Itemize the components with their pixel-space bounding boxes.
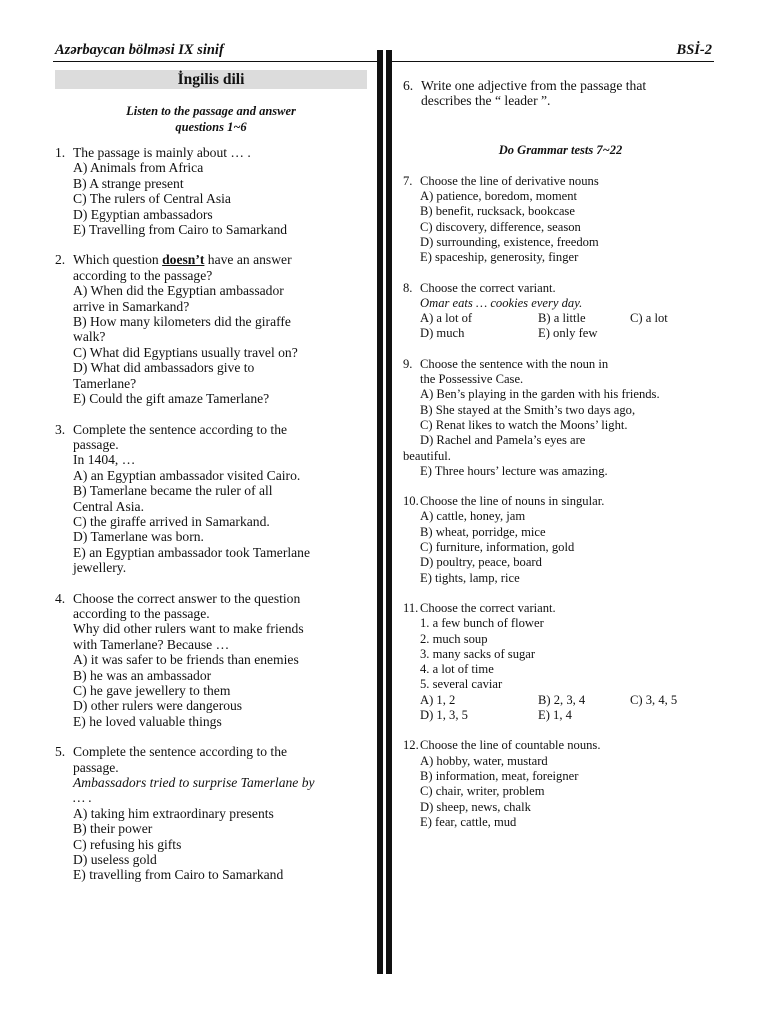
question-number: 12. bbox=[403, 738, 419, 753]
question-4 bbox=[55, 591, 367, 730]
option-e[interactable]: E) Travelling from Cairo to Samarkand bbox=[73, 222, 288, 238]
option-e[interactable]: E) he loved valuable things bbox=[73, 713, 222, 729]
option-c[interactable]: C) 3, 4, 5 bbox=[630, 692, 678, 707]
question-number: 10. bbox=[403, 494, 419, 509]
option-d-cont[interactable]: beautiful. bbox=[403, 448, 451, 463]
question-9 bbox=[403, 357, 718, 479]
question-12 bbox=[403, 738, 718, 830]
option-d-cont[interactable]: Tamerlane? bbox=[73, 375, 137, 391]
option-a[interactable]: A) 1, 2 bbox=[420, 692, 456, 707]
question-8 bbox=[403, 281, 718, 342]
option-c[interactable]: C) furniture, information, gold bbox=[420, 540, 575, 555]
question-text: Choose the correct answer to the question bbox=[73, 590, 301, 606]
option-b[interactable]: B) information, meat, foreigner bbox=[420, 768, 579, 783]
option-b[interactable]: B) their power bbox=[73, 821, 153, 837]
question-10 bbox=[403, 494, 718, 586]
question-11 bbox=[403, 601, 718, 723]
question-stem: Why did other rulers want to make friends bbox=[73, 621, 304, 637]
question-text: describes the “ leader ”. bbox=[421, 93, 551, 109]
option-c[interactable]: C) a lot bbox=[630, 311, 668, 326]
option-b[interactable]: B) 2, 3, 4 bbox=[538, 692, 586, 707]
option-b[interactable]: B) Tamerlane became the ruler of all bbox=[73, 483, 273, 499]
question-1 bbox=[55, 145, 367, 237]
instruction-line: Listen to the passage and answer bbox=[126, 104, 296, 118]
question-text: Choose the line of nouns in singular. bbox=[420, 494, 605, 509]
instruction-line: questions 1~6 bbox=[175, 119, 247, 134]
option-e[interactable]: E) Could the gift amaze Tamerlane? bbox=[73, 391, 270, 407]
option-a[interactable]: A) Ben’s playing in the garden with his friends. bbox=[420, 387, 660, 402]
options-row bbox=[420, 693, 718, 708]
option-a[interactable]: A) patience, boredom, moment bbox=[420, 189, 578, 204]
option-d[interactable]: D) Egyptian ambassadors bbox=[73, 206, 213, 222]
option-e[interactable]: E) Three hours’ lecture was amazing. bbox=[420, 463, 608, 478]
option-d[interactable]: D) surrounding, existence, freedom bbox=[420, 235, 599, 249]
question-text: Choose the sentence with the noun in bbox=[420, 356, 609, 371]
question-number: 1. bbox=[55, 145, 66, 160]
option-d[interactable]: D) poultry, peace, board bbox=[420, 555, 542, 570]
left-column bbox=[55, 70, 367, 898]
question-number: 9. bbox=[403, 356, 413, 371]
question-text: Complete the sentence according to the bbox=[73, 744, 288, 760]
option-a[interactable]: A) a lot of bbox=[420, 311, 473, 326]
negation-word: doesn’t bbox=[162, 252, 205, 268]
question-text-part: have an answer bbox=[204, 252, 292, 268]
option-b[interactable]: B) How many kilometers did the giraffe bbox=[73, 314, 291, 330]
options-row bbox=[420, 311, 718, 326]
option-e[interactable]: E) tights, lamp, rice bbox=[420, 570, 520, 585]
question-number: 4. bbox=[55, 590, 66, 606]
question-text: The passage is mainly about … . bbox=[73, 145, 251, 160]
option-b[interactable]: B) wheat, porridge, mice bbox=[420, 524, 546, 539]
option-d[interactable]: D) What did ambassadors give to bbox=[73, 360, 255, 376]
statement-4: 4. a lot of time bbox=[420, 662, 494, 677]
option-a[interactable]: A) hobby, water, mustard bbox=[420, 753, 548, 768]
question-number: 7. bbox=[403, 173, 413, 188]
question-text: Choose the line of countable nouns. bbox=[420, 738, 601, 753]
option-c[interactable]: C) chair, writer, problem bbox=[420, 784, 545, 799]
question-text: Choose the line of derivative nouns bbox=[420, 173, 599, 188]
question-6 bbox=[403, 78, 718, 109]
option-a[interactable]: A) an Egyptian ambassador visited Cairo. bbox=[73, 467, 301, 483]
question-number: 6. bbox=[403, 78, 414, 93]
option-b[interactable]: B) he was an ambassador bbox=[73, 667, 212, 683]
statement-1: 1. a few bunch of flower bbox=[420, 616, 544, 631]
question-stem: In 1404, … bbox=[73, 452, 136, 468]
option-b[interactable]: B) She stayed at the Smith’s two days ago, bbox=[420, 402, 636, 417]
statement-3: 3. many sacks of sugar bbox=[420, 646, 536, 661]
option-a[interactable]: A) taking him extraordinary presents bbox=[73, 805, 274, 821]
question-number: 8. bbox=[403, 280, 413, 295]
question-text: the Possessive Case. bbox=[420, 372, 524, 387]
header-code: BSİ-2 bbox=[676, 42, 712, 58]
option-d[interactable]: D) other rulers were dangerous bbox=[73, 698, 243, 714]
question-stem: Ambassadors tried to surprise Tamerlane by bbox=[73, 775, 315, 791]
option-c[interactable]: C) he gave jewellery to them bbox=[73, 683, 231, 698]
option-d[interactable]: D) useless gold bbox=[73, 852, 157, 868]
statement-2: 2. much soup bbox=[420, 631, 488, 646]
question-number: 5. bbox=[55, 744, 66, 760]
question-text: Choose the correct variant. bbox=[420, 600, 556, 615]
question-text bbox=[73, 252, 367, 267]
options-row bbox=[420, 326, 718, 341]
question-7 bbox=[403, 174, 718, 266]
question-text: passage. bbox=[73, 759, 119, 775]
option-b[interactable]: B) A strange present bbox=[73, 175, 184, 191]
option-a-cont[interactable]: arrive in Samarkand? bbox=[73, 298, 190, 314]
option-d[interactable]: D) sheep, news, chalk bbox=[420, 799, 531, 814]
question-stem: … . bbox=[73, 790, 92, 806]
option-c[interactable]: C) What did Egyptians usually travel on? bbox=[73, 344, 298, 360]
option-c[interactable]: C) the giraffe arrived in Samarkand. bbox=[73, 513, 270, 529]
option-e[interactable]: E) only few bbox=[538, 326, 598, 341]
option-e[interactable]: E) fear, cattle, mud bbox=[420, 814, 517, 829]
question-text: Choose the correct variant. bbox=[420, 280, 556, 295]
option-b-cont[interactable]: walk? bbox=[73, 329, 106, 345]
question-5 bbox=[55, 744, 367, 883]
right-column bbox=[403, 78, 718, 845]
option-e[interactable]: E) an Egyptian ambassador took Tamerlane bbox=[73, 544, 310, 560]
question-text: according to the passage? bbox=[73, 267, 213, 283]
question-text: Complete the sentence according to the bbox=[73, 421, 288, 437]
question-3 bbox=[55, 422, 367, 576]
question-text: passage. bbox=[73, 436, 119, 452]
option-b[interactable]: B) a little bbox=[538, 311, 586, 326]
option-c[interactable]: C) refusing his gifts bbox=[73, 836, 182, 852]
question-number: 11. bbox=[403, 600, 419, 615]
option-b-cont[interactable]: Central Asia. bbox=[73, 498, 144, 514]
question-stem: Omar eats … cookies every day. bbox=[420, 295, 583, 310]
option-c[interactable]: C) The rulers of Central Asia bbox=[73, 191, 231, 207]
question-stem: with Tamerlane? Because … bbox=[73, 636, 230, 652]
question-number: 3. bbox=[55, 421, 66, 437]
question-text-part: Which question bbox=[73, 252, 163, 268]
option-e[interactable]: E) spaceship, generosity, finger bbox=[420, 250, 579, 265]
column-divider bbox=[377, 50, 392, 974]
options-row bbox=[420, 708, 718, 723]
question-number: 2. bbox=[55, 252, 66, 268]
option-c[interactable]: C) discovery, difference, season bbox=[420, 219, 581, 234]
option-e[interactable]: E) 1, 4 bbox=[538, 708, 572, 723]
header-left: Azərbaycan bölməsi IX sinif bbox=[55, 42, 224, 58]
question-text: according to the passage. bbox=[73, 605, 210, 621]
question-text: Write one adjective from the passage that bbox=[421, 78, 647, 93]
option-b[interactable]: B) benefit, rucksack, bookcase bbox=[420, 204, 575, 219]
option-d[interactable]: D) Rachel and Pamela’s eyes are bbox=[420, 433, 586, 448]
option-c[interactable]: C) Renat likes to watch the Moons’ light. bbox=[420, 417, 628, 432]
question-2 bbox=[55, 252, 367, 406]
option-d[interactable]: D) Tamerlane was born. bbox=[73, 529, 204, 545]
option-d[interactable]: D) 1, 3, 5 bbox=[420, 708, 468, 723]
option-a[interactable]: A) it was safer to be friends than enemies bbox=[73, 652, 299, 668]
option-d[interactable]: D) much bbox=[420, 326, 465, 341]
option-e-cont[interactable]: jewellery. bbox=[73, 560, 127, 576]
subject-title: İngilis dili bbox=[55, 70, 367, 89]
statement-5: 5. several caviar bbox=[420, 677, 503, 692]
option-a[interactable]: A) Animals from Africa bbox=[73, 160, 204, 176]
grammar-instruction: Do Grammar tests 7~22 bbox=[498, 142, 623, 157]
option-e[interactable]: E) travelling from Cairo to Samarkand bbox=[73, 867, 284, 883]
option-a[interactable]: A) cattle, honey, jam bbox=[420, 509, 526, 524]
option-a[interactable]: A) When did the Egyptian ambassador bbox=[73, 283, 284, 299]
listening-instruction bbox=[55, 104, 367, 135]
